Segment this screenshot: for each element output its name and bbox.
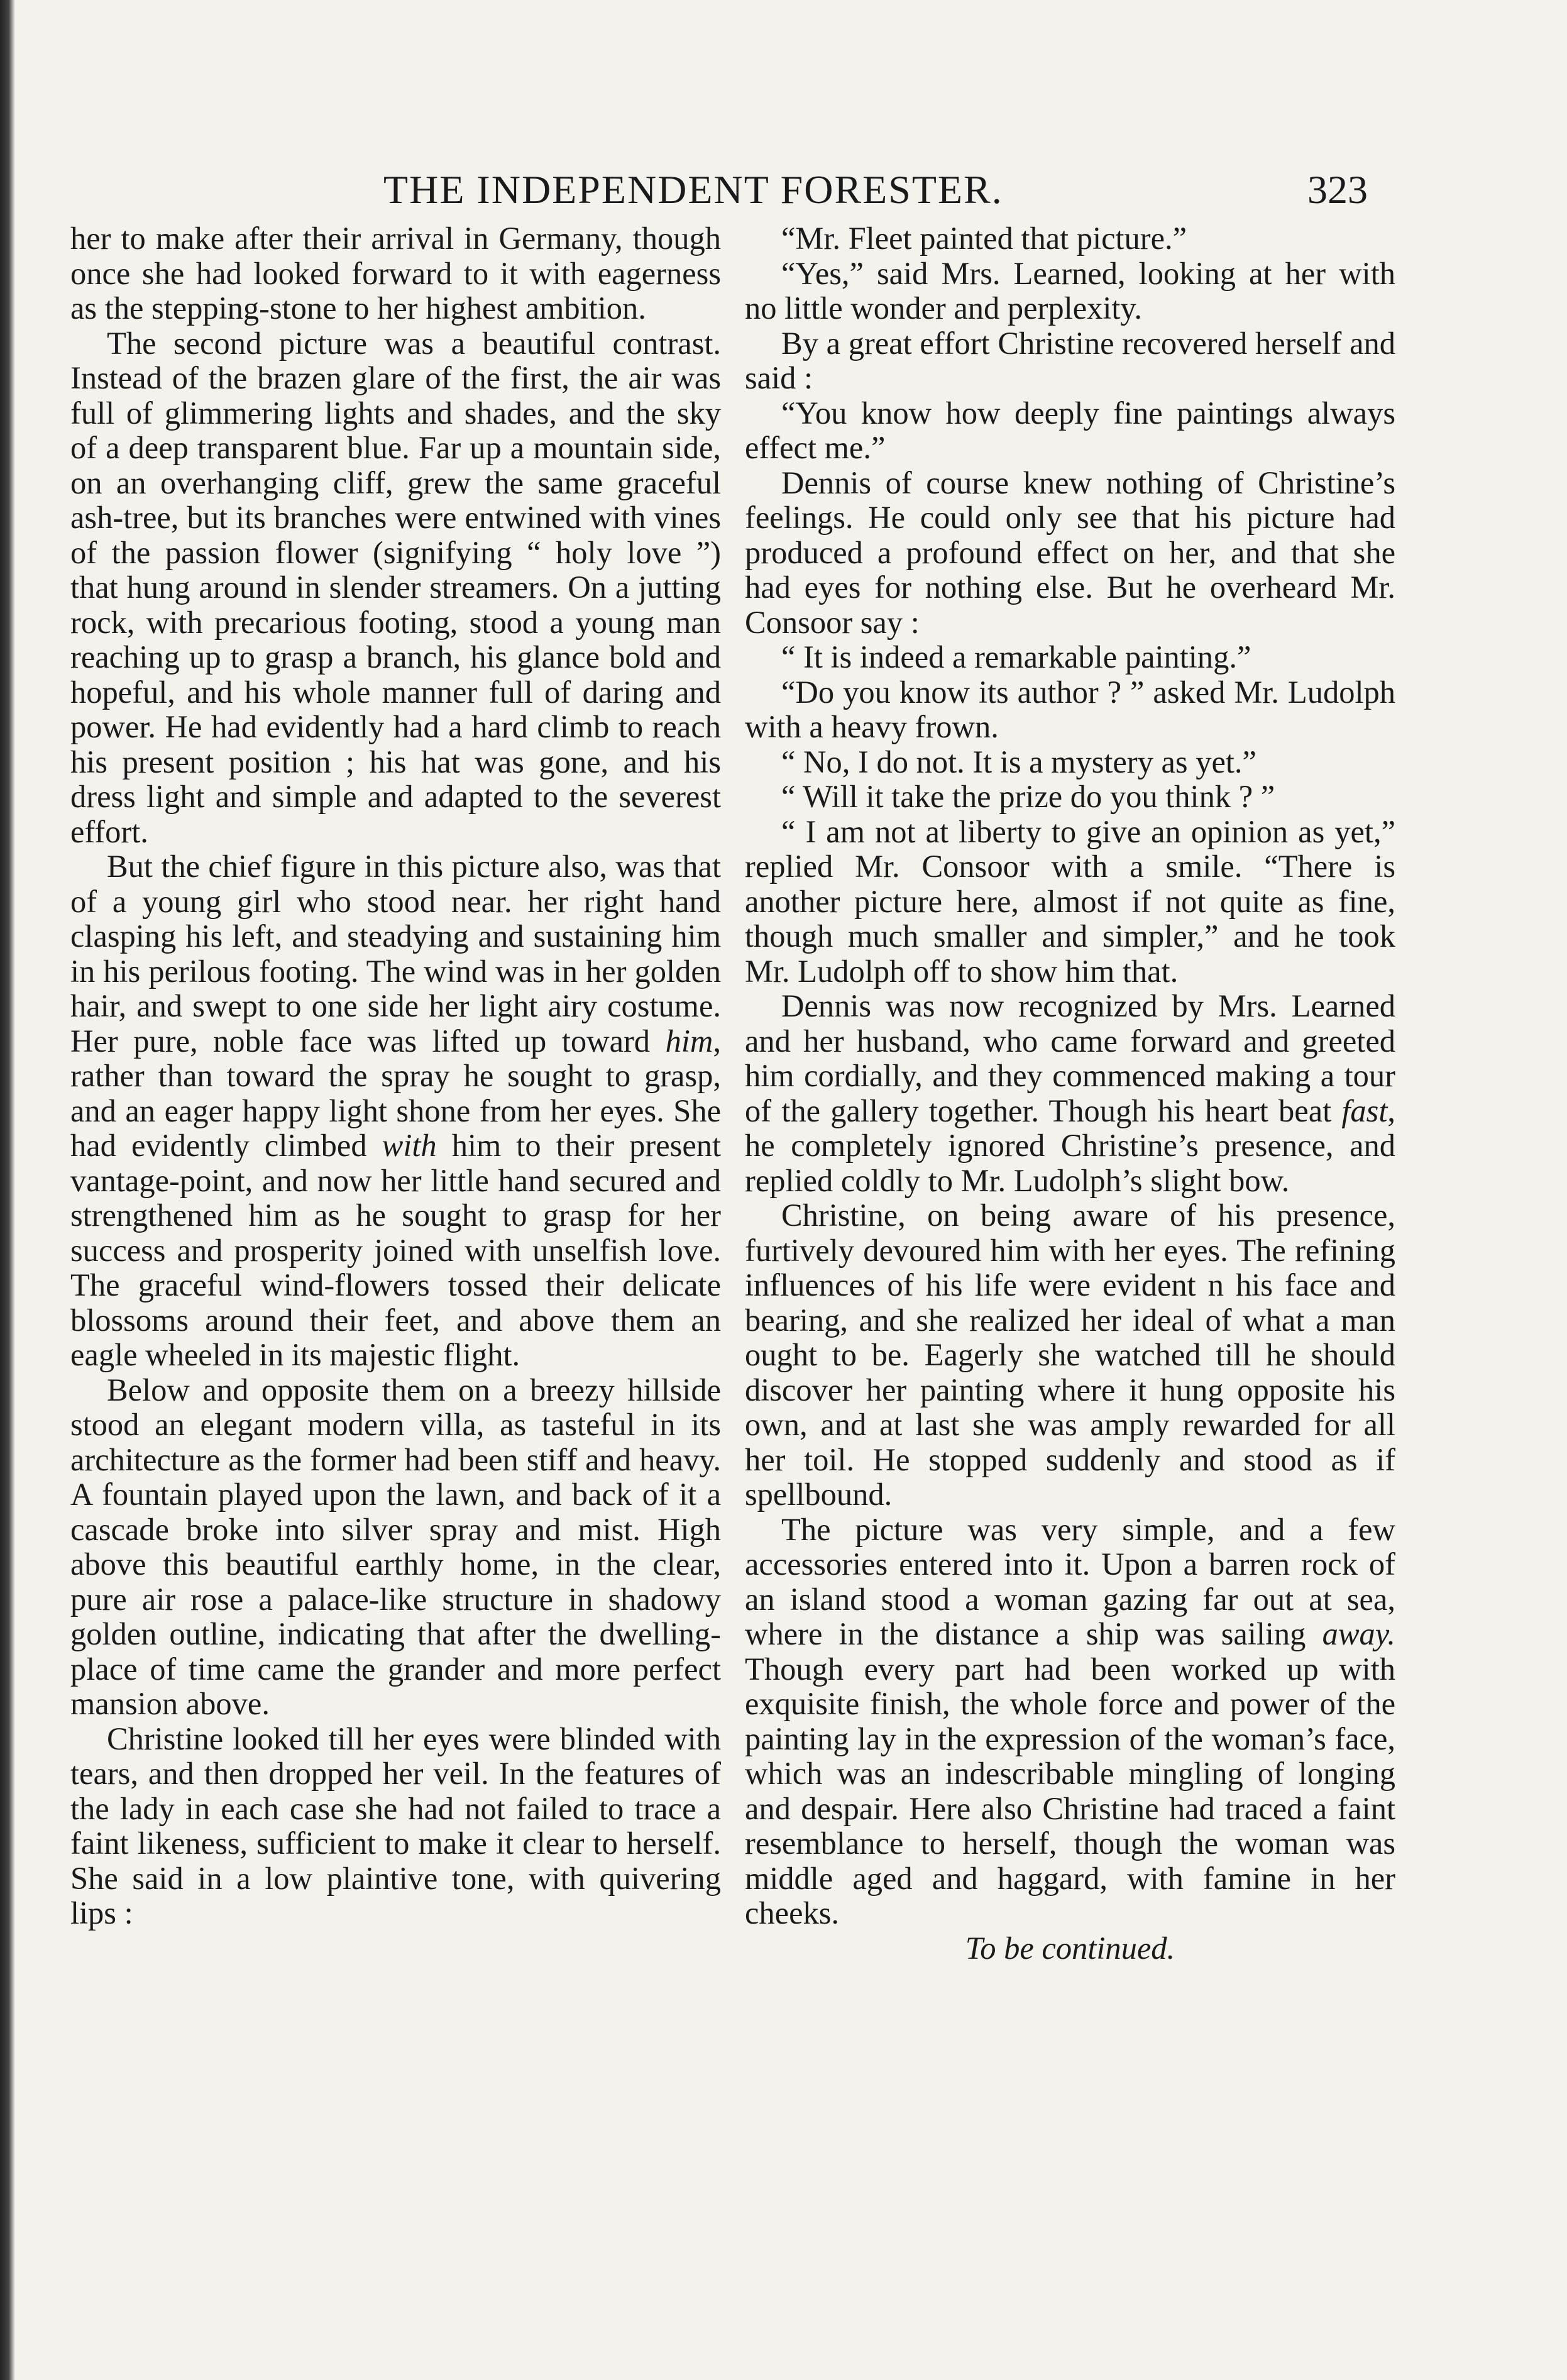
- paragraph: [745, 1512, 1395, 1931]
- paragraph: “Yes,” said Mrs. Learned, looking at her with no little wonder and perplexity.: [745, 255, 1395, 326]
- paragraph: “Mr. Fleet painted that picture.”: [781, 221, 1187, 256]
- to-be-continued: To be continued.: [965, 1930, 1175, 1966]
- paragraph: Christine looked till her eyes were blinded with tears, and then dropped her veil. In the features of the lady in each case she had not failed to trace a faint likeness, sufficient to make it clear to herself. She said in a low plaintive tone, with quivering lips :: [70, 1721, 721, 1931]
- text-run: , rather than toward the spray he sought to grasp, and an eager happy light shone from her eyes. She had evidently climbed: [70, 1023, 721, 1163]
- page-header: [0, 158, 1567, 221]
- text-run: The picture was very simple, and a few accessories entered into it. Upon a barren rock of an island stood a woman gazing far out at sea, where in the distance a ship was sailing: [745, 1511, 1395, 1651]
- left-column: [70, 221, 721, 1931]
- text-run: Dennis was now recognized by Mrs. Learned and her husband, who came forward and greeted him cordially, and they commenced making a tour of the gallery together. Though his heart beat: [745, 988, 1395, 1128]
- paragraph: “ No, I do not. It is a mystery as yet.”: [781, 744, 1256, 780]
- text-run: But the chief figure in this picture also, was that of a young girl who stood near. her right hand clasping his left, and steadying and sustaining him in his perilous footing. The wind was in her golden hair, and swept to one side her light airy costume. Her pure, noble face was lifted up toward: [70, 849, 721, 1059]
- italic-text: him: [665, 1023, 713, 1059]
- text-run: Though every part had been worked up with exquisite finish, the whole force and power of the painting lay in the expression of the woman’s face, which was an indescribable mingling of longing and despair. Here also Christine had traced a faint resemblance to herself, though the woman was middle aged and haggard, with famine in her cheeks.: [745, 1651, 1395, 1931]
- paragraph: her to make after their arrival in Germany, though once she had looked forward to it with eagerness as the stepping-stone to her highest ambition.: [70, 221, 721, 326]
- running-title: THE INDEPENDENT FORESTER.: [383, 167, 1003, 212]
- page-number: 323: [1307, 167, 1368, 212]
- italic-text: with: [382, 1128, 437, 1163]
- paragraph: Dennis of course knew nothing of Christine’s feelings. He could only see that his picture had produced a profound effect on her, and that she had eyes for nothing else. But he overheard Mr. Consoor say :: [745, 465, 1395, 640]
- paragraph: Christine, on being aware of his presence, furtively devoured him with her eyes. The refining influences of his life were evident n his face and bearing, and she realized her ideal of what a man ought to be. Eagerly she watched till he should discover her painting where it hung opposite his own, and at last she was amply rewarded for all her toil. He stopped suddenly and stood as if spellbound.: [745, 1198, 1395, 1512]
- paragraph: [70, 849, 721, 1373]
- paragraph: [745, 989, 1395, 1198]
- text-run: him to their present vantage-point, and now her little hand secured and strengthened him as he sought to grasp for her success and prosperity joined with unselfish love. The graceful wind-flowers tossed their delicate blossoms around their feet, and above them an eagle wheeled in its majestic flight.: [70, 1128, 722, 1372]
- paragraph: “ I am not at liberty to give an opinion as yet,” replied Mr. Consoor with a smile. “There is another picture here, almost if not quite as fine, though much smaller and simpler,” and he took Mr. Ludolph off to show him that.: [745, 813, 1395, 989]
- paragraph: “You know how deeply fine paintings always effect me.”: [745, 395, 1395, 465]
- paragraph: The second picture was a beautiful contrast. Instead of the brazen glare of the first, the air was full of glimmering lights and shades, and the sky of a deep transparent blue. Far up a mountain side, on an overhanging cliff, grew the same graceful ash-tree, but its branches were entwined with vines of the passion flower (signifying “ holy love ”) that hung around in slender streamers. On a jutting rock, with precarious footing, stood a young man reaching up to grasp a branch, his glance bold and hopeful, and his whole manner full of daring and power. He had evidently had a hard climb to reach his present position ; his hat was gone, and his dress light and simple and adapted to the severest effort.: [70, 325, 721, 849]
- paragraph: “ Will it take the prize do you think ? ”: [781, 779, 1275, 814]
- paragraph: Below and opposite them on a breezy hillside stood an elegant modern villa, as tasteful in its architecture as the former had been stiff and heavy. A fountain played upon the lawn, and back of it a cascade broke into silver spray and mist. High above this beautiful earthly home, in the clear, pure air rose a palace-like structure in shadowy golden outline, indicating that after the dwelling-place of time came the grander and more perfect mansion above.: [70, 1372, 721, 1721]
- paragraph: “Do you know its author ? ” asked Mr. Ludolph with a heavy frown.: [745, 674, 1395, 744]
- right-column: [745, 221, 1395, 1966]
- paragraph: By a great effort Christine recovered herself and said :: [745, 325, 1395, 395]
- text-run: , he completely ignored Christine’s presence, and replied coldly to Mr. Ludolph’s slight bow.: [745, 1093, 1395, 1198]
- italic-text: away.: [1322, 1616, 1395, 1651]
- paragraph: “ It is indeed a remarkable painting.”: [781, 639, 1251, 675]
- page-edge: [0, 0, 15, 2380]
- italic-text: fast: [1341, 1093, 1388, 1128]
